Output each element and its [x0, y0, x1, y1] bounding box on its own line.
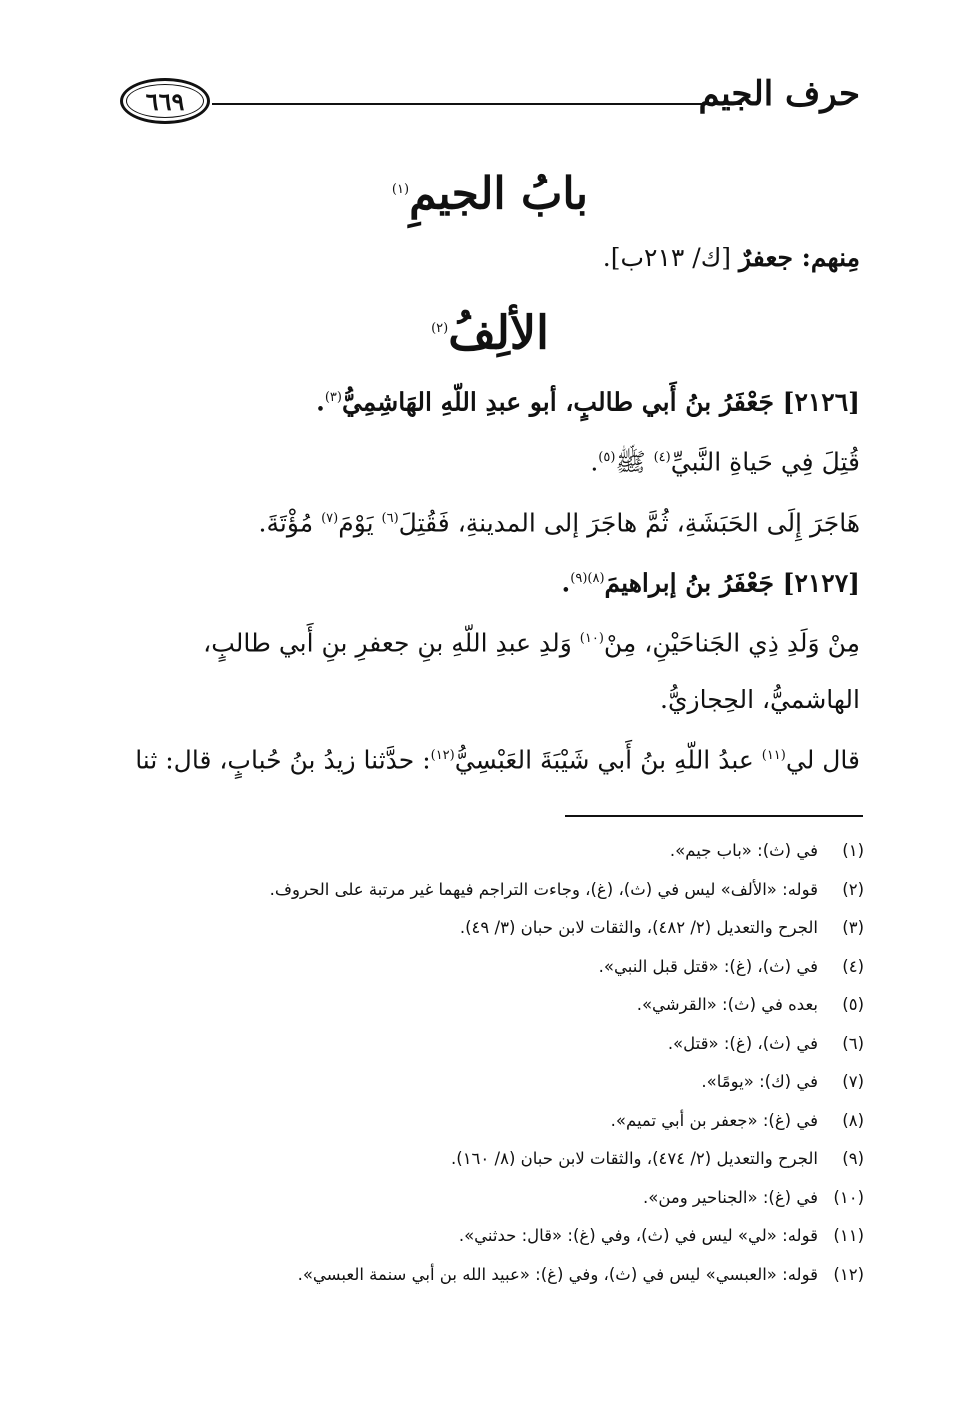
- entry-text: وَلدِ عبدِ اللّهِ بنِ جعفرِ بنِ أَبي طالبٍ،: [203, 628, 580, 658]
- entry-line: [120, 430, 860, 490]
- footnote-item: [150, 871, 864, 910]
- footnote-text: الجرح والتعديل (٢/ ٤٨٢)، والثقات لابن حبان (٣/ ٤٩).: [459, 918, 818, 937]
- footnote-number: (٩): [842, 1149, 864, 1168]
- running-header: [120, 72, 860, 136]
- footnote-item: [150, 1179, 864, 1218]
- footnote-item: [150, 986, 864, 1025]
- footnote-number: (١): [842, 841, 864, 860]
- entry-line: [120, 611, 860, 671]
- entry-text: مِنْ وَلَدِ ذِي الجَناحَيْنِ، مِنْ: [603, 628, 860, 658]
- footnote-item: [150, 1140, 864, 1179]
- entry-heading-text: [٢١٢٧] جَعْفَرُ بنُ إبراهيمَ: [604, 568, 860, 598]
- footnote-number: (٣): [842, 918, 864, 937]
- footnote-number: (٨): [842, 1110, 864, 1130]
- footnote-ref: (٥): [598, 450, 616, 466]
- footnote-number: (١١): [833, 1226, 864, 1245]
- footnote-item: [150, 1256, 864, 1295]
- footnote-item: [150, 1217, 864, 1256]
- running-header-title: حرف الجيم: [698, 74, 860, 114]
- footnote-number: (٦): [842, 1033, 864, 1053]
- footnote-item: [150, 909, 864, 948]
- footnote-text: قوله: «لي» ليس في (ث)، وفي (غ): «قال: حدثني».: [458, 1226, 818, 1245]
- footnote-text: الجرح والتعديل (٢/ ٤٧٤)، والثقات لابن حبان (٨/ ١٦٠).: [451, 1149, 818, 1168]
- entry-heading-2127: [120, 551, 860, 611]
- punctuation: .: [561, 568, 571, 598]
- footnote-text: بعده في (ث): «القرشي».: [636, 995, 818, 1014]
- footnote-ref: (٦): [381, 510, 399, 526]
- footnote-item: [150, 1025, 864, 1064]
- salutation-glyph: ﷺ: [615, 447, 654, 477]
- footnote-text: في (ث)، (غ): «قتل قبل النبي».: [598, 956, 818, 976]
- footnote-text: قوله: «الألف» ليس في (ث)، (غ)، وجاءت التراجم فيهما غير مرتبة على الحروف.: [269, 879, 818, 899]
- footnote-ref: (٢): [431, 321, 449, 336]
- entry-heading-text: [٢١٢٦] جَعْفَرُ بنُ أَبي طالبٍ، أبو عبدِ اللّهِ الهَاشِمِيُّ: [341, 387, 860, 417]
- manuscript-ref: [ك/ ٢١٣ب].: [602, 243, 732, 272]
- footnote-item: [150, 1102, 864, 1141]
- page-number: ٦٦٩: [145, 86, 185, 116]
- footnote-ref: (١٠): [579, 631, 604, 647]
- entry-text: عبدُ اللّهِ بنُ أَبي شَيْبَةَ العَبْسِيُّ: [454, 744, 762, 774]
- page-number-badge: [120, 78, 210, 124]
- footnote-ref: (٣): [324, 390, 342, 405]
- header-rule: [212, 103, 742, 105]
- footnote-number: (٧): [842, 1072, 864, 1091]
- entry-text: قُتِلَ فِي حَياةِ النَّبيِّ: [670, 447, 860, 477]
- footnote-text: في (ث)، (غ): «قتل».: [667, 1033, 818, 1053]
- footnote-separator: [565, 815, 863, 817]
- footnote-ref: (٧): [321, 510, 339, 526]
- entry-line: [120, 728, 860, 788]
- footnote-number: (٥): [842, 995, 864, 1014]
- footnote-number: (٢): [842, 879, 864, 899]
- footnote-ref: (١١): [761, 747, 786, 763]
- footnote-item: [150, 1063, 864, 1102]
- entry-text: هَاجَرَ إِلَى الحَبَشَةِ، ثُمَّ هاجَرَ إلى المدينةِ، فَقُتِلَ: [398, 507, 860, 537]
- main-text: [120, 150, 860, 788]
- footnote-number: (١٠): [833, 1187, 864, 1207]
- intro-line: [120, 230, 860, 286]
- footnote-text: في (ث): «باب جيم».: [669, 841, 818, 860]
- entry-text: قال لي: [785, 744, 860, 774]
- footnote-number: (١٢): [833, 1264, 864, 1284]
- section-title: [120, 292, 860, 366]
- footnotes: [150, 832, 864, 1294]
- entry-text: : حدَّثنا زيدُ بنُ حُبابٍ، قال: ثنا: [135, 744, 431, 774]
- punctuation: .: [316, 387, 325, 417]
- entry-text: مُؤْتَةَ.: [258, 507, 322, 537]
- footnote-ref: (٤): [653, 450, 671, 466]
- entry-text: يَوْمَ: [338, 507, 382, 537]
- chapter-title: [120, 150, 860, 230]
- footnote-number: (٤): [842, 956, 864, 976]
- footnote-ref: (٨)(٩): [570, 570, 605, 586]
- footnote-item: [150, 832, 864, 871]
- entry-line: [120, 672, 860, 728]
- footnote-item: [150, 948, 864, 987]
- footnote-text: في (غ): «الجناحير ومن».: [642, 1187, 818, 1207]
- intro-text: مِنهم: جعفرٌ: [739, 243, 860, 272]
- footnote-ref: (١٢): [430, 747, 455, 763]
- footnote-ref: (١): [391, 182, 410, 197]
- chapter-title-text: بابُ الجيمِ: [409, 168, 589, 220]
- footnote-text: في (ك): «يومًا».: [701, 1072, 818, 1091]
- footnote-text: قوله: «العبسي» ليس في (ث)، وفي (غ): «عبيد الله بن أبي سنمة العبسي».: [297, 1264, 818, 1284]
- entry-text: الهاشميُّ، الحِجازيُّ.: [660, 684, 860, 714]
- section-title-text: الألِفُ: [448, 305, 549, 360]
- footnote-text: في (غ): «جعفر بن أبي تميم».: [610, 1110, 818, 1130]
- entry-heading-2126: [120, 370, 860, 430]
- entry-line: [120, 491, 860, 551]
- punctuation: .: [590, 447, 599, 477]
